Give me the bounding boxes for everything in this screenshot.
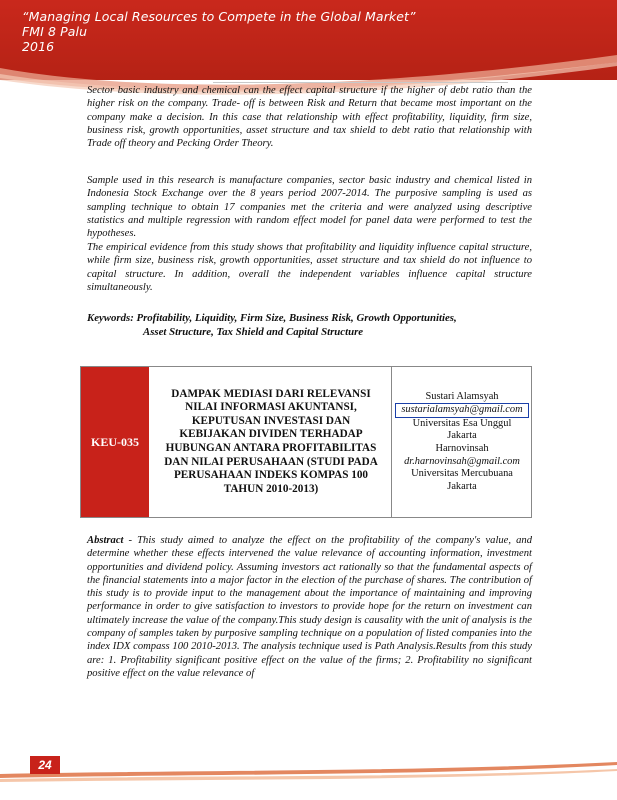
author-2-email[interactable]: dr.harnovinsah@gmail.com [404, 455, 520, 467]
author-1-email[interactable]: sustarialamsyah@gmail.com [395, 403, 529, 418]
paper-title: DAMPAK MEDIASI DARI RELEVANSI NILAI INFORMASI AKUNTANSI, KEPUTUSAN INVESTASI DAN KEBIJAKAN DIVIDEN TERHADAP HUBUNGAN ANTARA PROFITABILITAS DAN NILAI PERUSAHAAN (STUDI PADA PERUSAHAAN INDEKS KOMPAS 100 TAHUN 2010-2013) [164, 387, 378, 495]
paper-title-cell [151, 367, 392, 517]
page-number: 24 [30, 756, 60, 774]
conference-year: 2016 [22, 39, 55, 54]
top-rule [213, 82, 508, 83]
abstract [87, 534, 532, 680]
prev-abstract-paragraph-2: Sample used in this research is manufacture companies, sector basic industry and chemical listed in Indonesia Stock Exchange over the 8 years period 2007-2014. The purposive sampling is used as sampling technique to obtain 17 companies met the criteria and were analyzed using descriptive statistics and multiple regression with random effect model for panel data were performed to test the hypotheses. [87, 175, 532, 240]
author-2-affiliation: Universitas Mercubuana [411, 468, 513, 480]
conference-header [22, 9, 416, 54]
keywords-line-1: Keywords: Profitability, Liquidity, Firm Size, Business Risk, Growth Opportunities, [87, 312, 457, 324]
conference-title: “Managing Local Resources to Compete in the Global Market” [22, 9, 416, 24]
author-2-city: Jakarta [447, 480, 477, 492]
paper-entry-table [80, 366, 532, 518]
author-1-affiliation: Universitas Esa Unggul [412, 417, 512, 429]
author-1-city: Jakarta [447, 430, 477, 442]
prev-abstract-paragraph-1: Sector basic industry and chemical can the effect capital structure if the higher of debt ratio than the higher risk on the company. Trade- off is between Risk and Return that became most important on the company make a decision. In this case that relationship with effect profitability, liquidity, firm size, business risk, growth opportunities, asset structure and tax shield to debt ratio that relationship with Trade off theory and Pecking Order Theory. [87, 85, 532, 150]
footer-wave-decoration [0, 748, 617, 800]
abstract-label: Abstract [87, 535, 124, 546]
author-1-name: Sustari Alamsyah [425, 390, 499, 402]
abstract-text: - This study aimed to analyze the effect on the profitability of the company's value, and determine whether these effects intervened the value relevance of accounting information, investment opportunities and dividend policy. Assuming investors act rationally so that the fundamental aspects of the financial statements into a major factor in the election of the purchase of shares. The contribution of this study is to provide input to the management about the importance of maintaining and improving performance in order to give satisfaction to investors to provide hope for the return on investment can ultimately increase the value of the company.This study design is causality with the unit of analysis is the company of samples taken by purposive sampling technique on a population of listed companies into the index IDX compass 100 2010-2013. The analysis technique used is Path Analysis.Results from this study are: 1. Profitability significant positive effect on the value of the firms; 2. Profitability no significant positive effect on the value relevance of [87, 535, 532, 679]
paper-authors-cell [393, 367, 531, 517]
paper-code: KEU-035 [81, 367, 149, 517]
author-2-name: Harnovinsah [435, 443, 489, 454]
prev-abstract-paragraph-3: The empirical evidence from this study shows that profitability and liquidity influence capital structure, while firm size, business risk, growth opportunities, asset structure and tax shield do not influence to capital structure. In addition, overall the independent variables influence capital structure simultaneously. [87, 242, 532, 293]
keywords-line-2: Asset Structure, Tax Shield and Capital Structure [143, 325, 364, 338]
keywords [87, 312, 532, 339]
conference-event: FMI 8 Palu [22, 24, 88, 39]
